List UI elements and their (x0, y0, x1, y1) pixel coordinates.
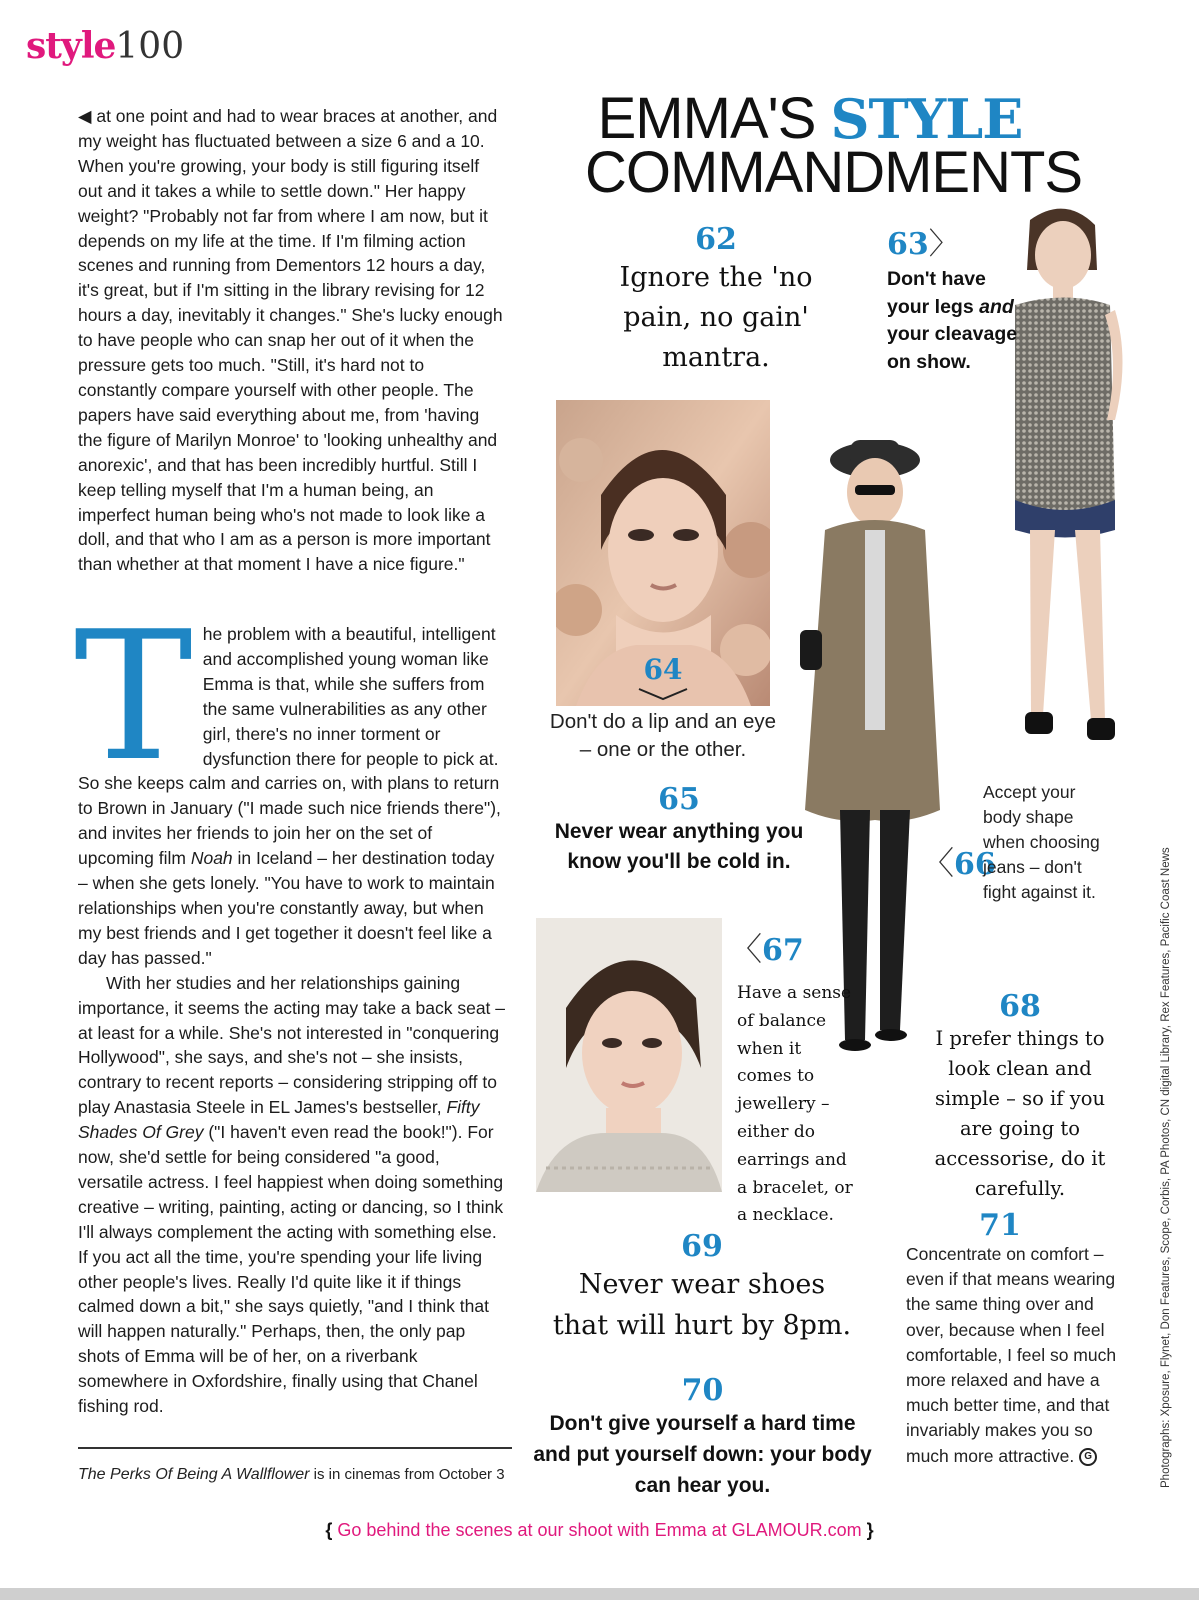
title-line-2: COMMANDMENTS (585, 140, 1083, 205)
commandment-text: Don't have your legs (887, 268, 986, 318)
title-line-1: EMMA'S (597, 86, 831, 151)
feature-title (585, 86, 1083, 205)
magazine-header (26, 26, 184, 67)
chevron-left-icon: 〈 (922, 844, 955, 882)
commandment-67-text: Have a sense of balance when it comes to jewellery – either do earrings and a bracelet, or a necklace. (737, 983, 853, 1226)
commandment-number: 68 (999, 989, 1041, 1024)
commandment-text: Don't give yourself a hard time and put yourself down: your body can hear you. (533, 1412, 872, 1497)
body-text: ("I haven't even read the book!"). For now, she'd settle for being considered "a good, versatile actress. I feel happiest when doing something creative – writing, painting, acting or dancing, so I think I'll always complement the acting with something else. If you act all the time, you're spending your life living other people's lives. Really I'd quite like it if things calmed down a bit," she says quietly, "and I think that will happen naturally." Perhaps, then, the only pap shots of Emma will be of her, on a riverbank somewhere in Oxfordshire, finally using that Chanel fishing rod. (78, 1122, 504, 1417)
commandment-65 (548, 783, 810, 877)
film-title: Noah (190, 848, 233, 869)
commandment-62 (606, 222, 826, 378)
body-text: in Iceland – her destination today – when she gets lonely. "You have to work to maintain relationships when you're constantly away, but when my best friends and I get together it doesn't feel like a day has passed." (78, 848, 495, 968)
commandment-64 (546, 654, 780, 764)
commandment-number: 69 (681, 1229, 723, 1264)
commandment-69 (552, 1230, 852, 1346)
footer-link[interactable]: Go behind the scenes at our shoot with Emma at GLAMOUR.com (337, 1520, 862, 1540)
commandment-text: Ignore the 'no pain, no gain' mantra. (619, 262, 813, 373)
photo-credit: Photographs: Xposure, Flynet, Don Features, Scope, Corbis, PA Photos, CN digital Library, Rex Features, Pacific Coast News (1160, 847, 1172, 1488)
commandment-number: 67 (762, 933, 804, 968)
body-paragraph-1 (78, 104, 506, 577)
book-title: Fifty Shades Of Grey (78, 1097, 480, 1143)
body-paragraph-3 (78, 971, 506, 1419)
credit-film-title: The Perks Of Being A Wallflower (78, 1466, 310, 1483)
commandment-66-number (922, 838, 996, 884)
footer-promo (0, 1520, 1199, 1541)
drop-cap: T (74, 593, 193, 800)
chevron-down-icon (633, 686, 693, 702)
footer-brace-open: { (325, 1520, 333, 1540)
commandment-text: your cleavage on show. (887, 323, 1018, 373)
photo-portrait-short-hair (536, 918, 722, 1192)
title-accent: STYLE (830, 87, 1023, 151)
body-text: at one point and had to wear braces at another, and my weight has fluctuated between a size 6 and a 10. When you're growing, your body is still figuring itself out and it takes a while to settle down." Her happy weight? "Probably not far from where I am now, but it depends on my life at the time. If I'm filming action scenes and running from Dementors 12 hours a day, it's great, but if I'm sitting in the library revising for 12 hours a day, inevitably it changes." She's lucky enough to have people who can snap her out of it when the pressure gets too much. "Still, it's hard not to constantly compare yourself with other people. The papers have said everything about me, from 'having the figure of Marilyn Monroe' to 'looking unhealthy and anorexic', and that has been incredibly hurtful. Still I keep telling myself that I'm a human being, an imperfect human being who's not made to look like a doll, and that who I am as a person is more important than whether at that moment I have a nice figure." (78, 106, 503, 575)
continuation-arrow-icon: ◀ (78, 106, 92, 126)
end-mark-icon: G (1079, 1448, 1097, 1466)
commandment-text: Never wear anything you know you'll be cold in. (554, 820, 804, 873)
chevron-right-icon: 〉 (928, 227, 959, 262)
commandment-68 (910, 990, 1130, 1204)
commandment-number: 71 (979, 1208, 1021, 1243)
body-text: he problem with a beautiful, intelligent and accomplished young woman like Emma is that, while she suffers from the same vulnerabilities as any other girl, there's no inner torment or dysfunction there for people to pick at. So she keeps calm and carries on, with plans to return to Brown in January ("I made such nice friends there"), and invites her friends to join her on the set of upcoming film (78, 624, 501, 869)
footer-brace-close: } (866, 1520, 874, 1540)
body-text: With her studies and her relationships gaining importance, it seems the acting may take a back seat – at least for a while. She's not interested in "conquering Hollywood", she says, and she's not – she insists, contrary to recent reports – considering stripping off to play Anastasia Steele in EL James's bestseller, (78, 972, 506, 1118)
bottom-edge (0, 1588, 1199, 1600)
credit-text: is in cinemas from October 3 (309, 1466, 505, 1483)
commandment-63 (887, 226, 1027, 376)
commandment-number: 66 (954, 847, 996, 882)
commandment-emphasis: and (979, 295, 1014, 318)
body-paragraph-2 (74, 593, 506, 1419)
commandment-number: 62 (695, 222, 737, 257)
film-credit (78, 1466, 518, 1484)
divider (78, 1447, 512, 1449)
page-section-number: 100 (115, 26, 185, 67)
commandment-66-text: Accept your body shape when choosing jeans – don't fight against it. (983, 782, 1100, 902)
commandment-text: I prefer things to look clean and simple – so if you are going to accessorise, do it carefully. (934, 1027, 1106, 1200)
chevron-left-icon: 〈 (730, 930, 763, 968)
commandment-number: 63 (887, 227, 929, 262)
commandment-text: Concentrate on comfort – even if that means wearing the same thing over and over, because when I feel comfortable, I feel so much more relaxed and have a much better time, and that invariably makes you so much more attractive. (906, 1244, 1117, 1466)
commandment-number: 64 (643, 653, 683, 686)
brand-logo: style (26, 25, 116, 67)
commandment-71 (906, 1210, 1124, 1469)
commandment-number: 65 (658, 782, 700, 817)
commandment-70 (530, 1374, 875, 1501)
commandment-67-number (730, 924, 820, 970)
commandment-number: 70 (681, 1373, 724, 1408)
commandment-text: Don't do a lip and an eye – one or the other. (549, 710, 777, 761)
commandment-text: Never wear shoes that will hurt by 8pm. (552, 1269, 852, 1341)
